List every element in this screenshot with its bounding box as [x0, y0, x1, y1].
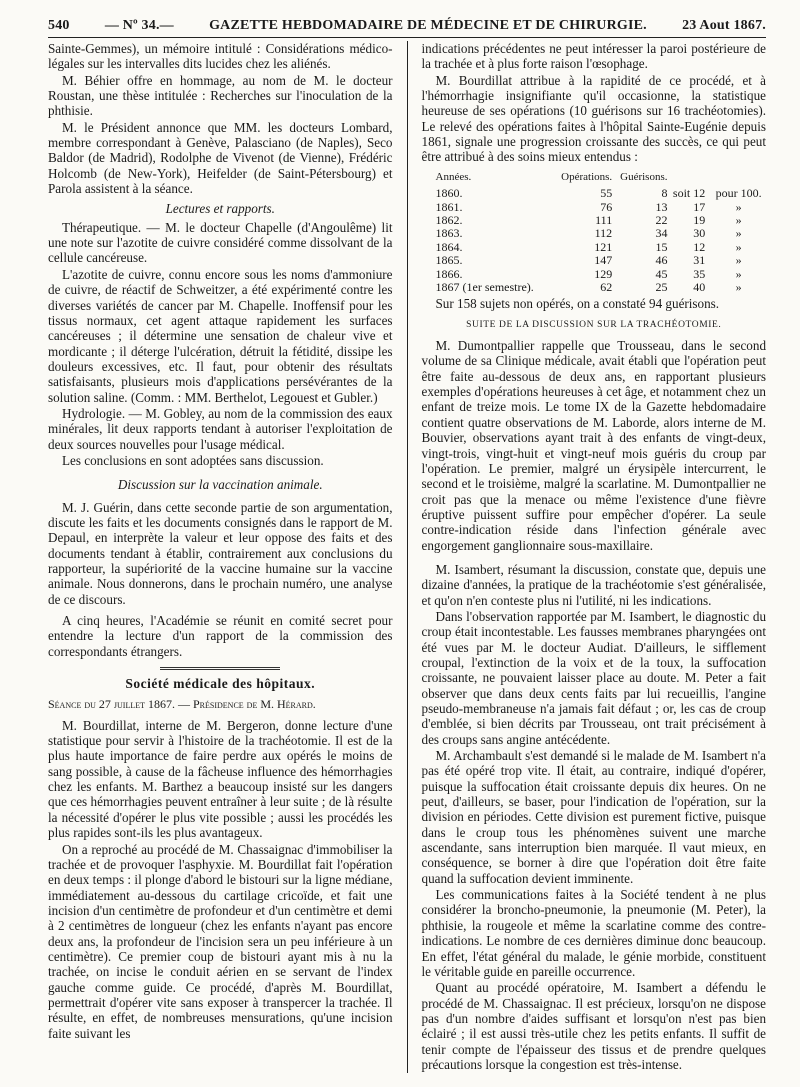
table-header-cell: Opérations. — [561, 170, 613, 183]
table-cell: 1866. — [435, 266, 463, 281]
table-row — [422, 254, 767, 267]
table-header-row — [422, 169, 767, 187]
paragraph: M. J. Guérin, dans cette seconde partie de son argumentation, discute les faits et les documents consignés dans le rapport de M. Depaul, en interprète la valeur et leur oppose des faits et des documents tendant à établir, contrairement aux conclusions du rapporteur, la supériorité de la vaccine humaine sur la vaccine animale. Nous donnerons, dans le prochain numéro, une analyse de ce discours. — [48, 499, 393, 607]
paragraph: M. le Président annonce que MM. les docteurs Lombard, membre correspondant à Genève, Palasciano (de Naples), Seco Baldor (de Madrid), Rodolphe de Vivenot (de Vienne), Frédéric Holcomb (de New-York), Heifelder (de Saint-Pétersbourg) et Parola assistent à la séance. — [48, 119, 393, 197]
left-column — [48, 41, 393, 1073]
table-row — [422, 227, 767, 240]
text-columns — [48, 41, 766, 1073]
section-title-suite: SUITE DE LA DISCUSSION SUR LA TRACHÉOTOMIE. — [466, 319, 722, 330]
table-header-cell — [705, 169, 766, 187]
section-title-societe: Société médicale des hôpitaux. — [125, 676, 316, 692]
table-cell: 30 — [693, 226, 706, 241]
table-cell: 1861. — [435, 199, 463, 214]
section-title-lectures: Lectures et rapports. — [165, 201, 275, 217]
paragraph: Hydrologie. — M. Gobley, au nom de la commission des eaux minérales, lit deux rapports tendant à autoriser l'exploitation de deux sources nouvelles pour l'usage médical. — [48, 405, 393, 452]
table-cell: » — [735, 199, 742, 214]
table-cell: 111 — [595, 212, 613, 227]
table-cell: 17 — [693, 199, 706, 214]
page-number: 540 — [48, 18, 70, 33]
paragraph: M. Bourdillat, interne de M. Bergeron, donne lecture d'une statistique pour servir à l'histoire de la trachéotomie. Il est de la plus haute importance de faire perdre aux opérés le moins de sang possible, à cause de la fâcheuse influence des hémorrhagies chez les enfants. M. Barthez a beaucoup insisté sur les dangers que ces hémorrhagies peuvent entraîner à leur suite ; de là résulte la nécessité d'opérer le plus vite possible ; aussi les procédés les plus rapides sont-ils les plus avantageux. — [48, 717, 393, 841]
table-cell: 40 — [693, 280, 706, 294]
table-cell: 62 — [600, 280, 613, 294]
table-cell: soit 12 — [672, 186, 706, 201]
table-cell: 15 — [655, 239, 668, 254]
table-cell: » — [735, 239, 742, 254]
table-cell: 1860. — [435, 186, 463, 201]
table-cell: 45 — [655, 266, 668, 281]
issue-number: — Nº 34.— — [104, 18, 174, 33]
table-cell: » — [735, 253, 742, 268]
paragraph: M. Béhier offre en hommage, au nom de M. le docteur Roustan, une thèse intitulée : Recherches sur l'inoculation de la phthisie. — [48, 72, 393, 119]
table-cell: 22 — [655, 212, 668, 227]
paragraph: On a reproché au procédé de M. Chassaignac d'immobiliser la trachée et de provoquer l'asphyxie. M. Bourdillat fait l'opération en deux temps : il plonge d'abord le bistouri sur la ligne médiane, immédiatement au-dessous du cartilage cricoïde, et fait une incision d'un centimètre de profondeur et d'un centimètre et demi à 2 centimètres de longueur (chez les enfants n'ayant pas encore deux ans, la profondeur de l'incision sera un peu inférieure à un centimètre). Ce premier coup de bistouri ayant mis à nu la trachée, on incise le conduit aérien en se servant de l'index gauche comme guide. Ce procédé, d'après M. Bourdillat, permettrait d'opérer vite sans exposer à transpercer la trachée. Il résulte, en effet, de nombreuses mensurations, qu'une incision faite suivant les — [48, 841, 393, 1041]
table-cell: 1864. — [435, 239, 463, 254]
paragraph: Quant au procédé opératoire, M. Isambert a défendu le procédé de M. Chassaignac. Il est précieux, lorsqu'on ne dispose pas d'un nombre d'aides suffisant et lorsqu'on n'est pas bien éclairé ; il est aussi très-utile chez les petits enfants. Il suffit de tenir compte de l'épaisseur des tissus et de prendre quelques précautions lorsque la congestion est très-intense. — [421, 980, 767, 1072]
page-header — [48, 0, 766, 38]
table-cell: 1867 (1er semestre). — [435, 280, 534, 294]
table-cell: pour 100. — [715, 186, 762, 201]
table-row — [422, 281, 767, 294]
table-cell: 31 — [693, 253, 706, 268]
table-cell: » — [735, 226, 742, 241]
paragraph: M. Dumontpallier rappelle que Trousseau, dans le second volume de sa Clinique médicale, avait établi que l'opération peut être faite au-dessous de deux ans, en rapportant plusieurs exemples d'opérations heureuses à cet âge, et notamment chez un enfant de treize mois. Le tome IX de la Gazette hebdomadaire contient quatre observations de M. Laborde, alors interne de M. Bouvier, observations ayant trait à des enfants de vingt-deux, vingt-trois, vingt-huit et vingt-neuf mois guéris du croup par l'opération. Le premier, malgré un érysipèle intercurrent, le second et le troisième, malgré la scarlatine. M. Dumontpallier ne croit pas que la menace ou même l'existence d'une fièvre éruptive puissent suffire pour empêcher d'opérer. La seule contre-indication réside dans l'infection générale avec engorgement ganglionnaire sous-maxillaire. — [421, 338, 767, 553]
statistics-table — [422, 169, 767, 295]
table-cell: 35 — [693, 266, 706, 281]
paragraph: Dans l'observation rapportée par M. Isambert, le diagnostic du croup était incontestable. Les fausses membranes pharyngées ont été vues par M. le docteur Audiat. D'ailleurs, le sifflement croupal, l'extinction de la voix et de la toux, la suffocation croissante, ne pouvaient laisser place au doute. M. Peter a fait observer que dans deux cents faits par lui recueillis, l'angine pseudo-membraneuse n'a jamais fait défaut ; or, les cas de croup d'emblée, si bien décrits par Trousseau, ont trait précisément à des croups sans angine antécédente. — [421, 608, 767, 747]
table-cell: 76 — [600, 199, 613, 214]
table-cell: 46 — [655, 253, 668, 268]
table-cell: 121 — [594, 239, 613, 254]
table-header-cell: Années. — [435, 170, 472, 183]
section-divider — [160, 667, 280, 670]
table-cell: 1862. — [435, 212, 463, 227]
seance-line: Séance du 27 juillet 1867. — Présidence de M. Hérard. — [48, 697, 316, 712]
table-header-cell: Guérisons. — [620, 170, 668, 183]
table-cell: 129 — [594, 266, 613, 281]
table-cell: » — [735, 212, 742, 227]
table-header-cell — [667, 169, 705, 187]
table-cell: 1865. — [435, 253, 463, 268]
table-row — [422, 268, 767, 281]
paragraph: Les communications faites à la Société tendent à ne plus considérer la broncho-pneumonie, la pneumonie (M. Peter), la phthisie, la rougeole et même la scarlatine comme des contre-indications. Le nombre de ces dernières diminue donc beaucoup. En effet, l'état général du malade, le génie morbide, constituent le véritable guide en pareille occurrence. — [421, 887, 767, 979]
table-cell: 12 — [693, 239, 706, 254]
table-cell: 19 — [693, 212, 706, 227]
paragraph: M. Archambault s'est demandé si le malade de M. Isambert n'a pas été opéré trop vite. Il était, au contraire, indiqué d'opérer, puisque la suffocation était croissante depuis dix heures. On ne peut, d'ailleurs, se baser, pour l'indication de l'opération, sur la division en périodes. Cette division est purement fictive, puisque dans le croup tous les phénomènes suivent une marche ascendante, sans interruption bien marquée. Il vaut mieux, en conséquence, se borner à dire que l'opération doit être faite quand la suffocation devient imminente. — [421, 748, 767, 886]
paragraph: Sur 158 sujets non opérés, on a constaté 94 guérisons. — [435, 296, 720, 312]
table-row — [422, 241, 767, 254]
paragraph: indications précédentes ne peut intéresser la paroi postérieure de la trachée et à plus forte raison l'œsophage. — [421, 41, 767, 72]
table-row — [422, 214, 767, 227]
table-cell: 13 — [655, 199, 668, 214]
paragraph: Les conclusions en sont adoptées sans discussion. — [62, 452, 324, 468]
table-cell: 112 — [594, 226, 613, 241]
paragraph: M. Bourdillat attribue à la rapidité de ce procédé, et à l'hémorrhagie insignifiante qu'il occasionne, la statistique heureuse de ses opérations (10 guérisons sur 16 trachéotomies). Le relevé des opérations faites à l'hôpital Sainte-Eugénie depuis 1861, signale une progression croissante des succès, ce qui peut être attribué à des soins mieux entendus : — [421, 72, 767, 165]
issue-date: 23 Aout 1867. — [682, 18, 766, 33]
journal-title: GAZETTE HEBDOMADAIRE DE MÉDECINE ET DE CHIRURGIE. — [209, 18, 647, 33]
table-cell: » — [735, 280, 742, 294]
table-cell: 55 — [600, 186, 613, 201]
paragraph: A cinq heures, l'Académie se réunit en comité secret pour entendre la lecture d'un rapport de la commission des correspondants étrangers. — [48, 613, 393, 659]
column-divider — [407, 41, 408, 1073]
paragraph: M. Isambert, résumant la discussion, constate que, depuis une dizaine d'années, la pratique de la trachéotomie s'est généralisée, et qu'on n'en conteste plus ni l'utilité, ni les indications. — [421, 561, 767, 608]
paragraph: Thérapeutique. — M. le docteur Chapelle (d'Angoulême) lit une note sur l'azotite de cuivre considéré comme dissolvant de la cellule cancéreuse. — [48, 219, 393, 266]
spacer — [422, 554, 767, 562]
table-cell: 34 — [655, 226, 668, 241]
table-cell: 8 — [661, 186, 668, 201]
right-column — [422, 41, 767, 1073]
table-cell: 1863. — [435, 226, 463, 241]
table-row — [422, 187, 767, 200]
table-cell: » — [735, 266, 742, 281]
section-title-discussion: Discussion sur la vaccination animale. — [117, 477, 323, 493]
paragraph: Sainte-Gemmes), un mémoire intitulé : Considérations médico-légales sur les intervalles dits lucides chez les aliénés. — [48, 41, 393, 72]
table-cell: 147 — [594, 253, 613, 268]
paragraph: L'azotite de cuivre, connu encore sous les noms d'ammoniure de cuivre, de réactif de Schweitzer, a été expérimenté contre les diverses variétés de cancer par M. Chapelle. Inoffensif pour les tissus normaux, cet agent attaque rapidement les surfaces cancéreuses ; il détermine une sensation de chaleur vive et mordicante ; il déterge l'ulcération, détruit la fétidité, dissipe les douleurs excessives, etc. Il faut, pour obtenir des résultats satisfaisants, plusieurs mois d'applications persévérantes de la solution saline. (Comm. : MM. Berthelot, Legouest et Gubler.) — [48, 266, 393, 405]
table-cell: 25 — [655, 280, 668, 294]
table-row — [422, 201, 767, 214]
